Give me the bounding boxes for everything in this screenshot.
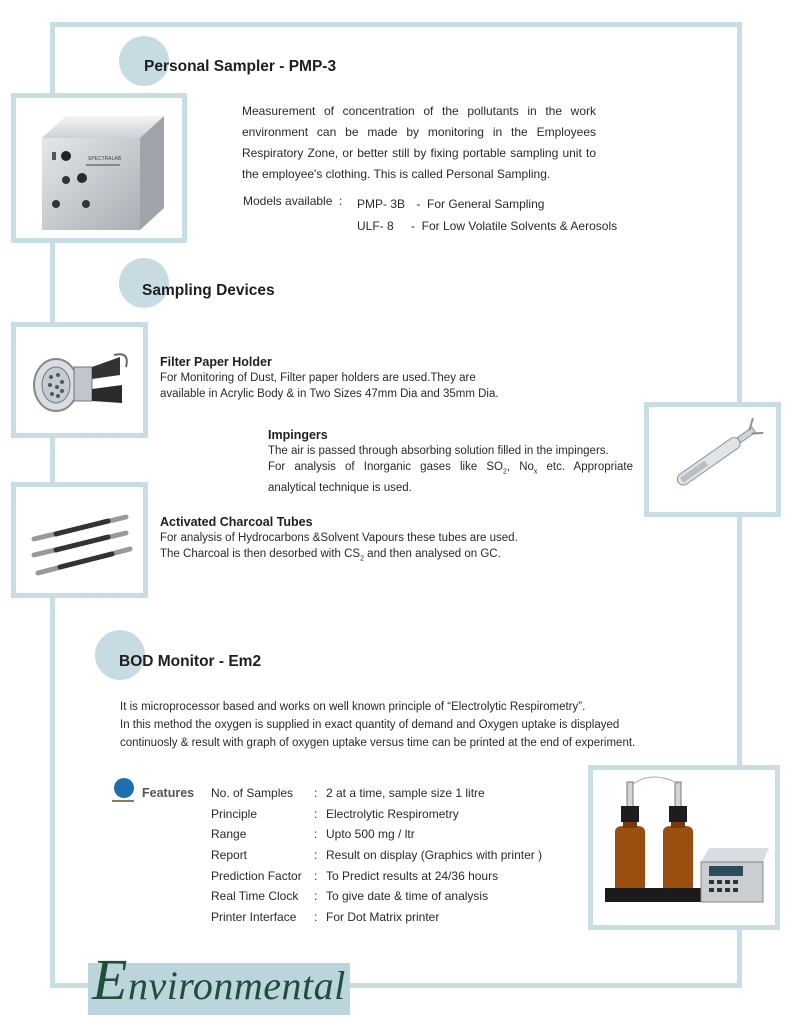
bod-line: In this method the oxygen is supplied in exact quantity of demand and Oxygen uptake is displayed <box>120 719 620 731</box>
charcoal-tubes-line: For analysis of Hydrocarbons &Solvent Vapours these tubes are used. <box>160 532 518 544</box>
personal-sampler-description <box>242 101 596 185</box>
bod-monitor-title: BOD Monitor - Em2 <box>119 653 262 670</box>
device-brand-label: SPECTRALAB <box>88 156 122 162</box>
bod-line: continuosly & result with graph of oxygen uptake versus time can be printed at the end of experiment. <box>120 737 636 749</box>
personal-sampler-photo <box>11 93 187 243</box>
model-desc: For Low Volatile Solvents & Aerosols <box>421 219 618 233</box>
models-label: Models available <box>243 194 333 208</box>
bod-description <box>120 698 665 752</box>
filter-holder-block <box>160 354 530 402</box>
personal-sampler-text: Measurement of concentration of the pollutants in the work environment can be made by monitoring in the Employees Respiratory Zone, or better still by fixing portable sampling unit to the employee's clothing. This is called Personal Sampling. <box>242 104 596 181</box>
filter-holder-photo <box>11 322 148 438</box>
model-code: PMP- 3B <box>357 197 406 211</box>
filter-holder-line: For Monitoring of Dust, Filter paper holders are used.They are <box>160 372 476 384</box>
sampling-devices-title: Sampling Devices <box>142 282 275 299</box>
charcoal-tubes-line: The Charcoal is then desorbed with $CS_2$ and then analysed on GC. <box>160 548 501 563</box>
filter-holder-title: Filter Paper Holder <box>160 355 272 369</box>
personal-sampler-title: Personal Sampler - PMP-3 <box>144 58 337 75</box>
features-bullet-icon <box>114 778 134 798</box>
impinger-photo <box>644 402 781 517</box>
filter-holder-line: available in Acrylic Body & in Two Sizes 47mm Dia and 35mm Dia. <box>160 388 499 400</box>
impingers-block <box>268 427 633 496</box>
impingers-line: The air is passed through absorbing solution filled in the impingers. <box>268 445 609 457</box>
model-desc: For General Sampling <box>427 197 545 211</box>
impingers-line: analytical technique is used. <box>268 482 412 495</box>
model-code: ULF- 8 <box>357 219 394 233</box>
features-label: Features <box>142 786 195 800</box>
features-underline <box>112 800 134 802</box>
footer-title: Environmental <box>92 947 346 1012</box>
charcoal-tubes-block <box>160 514 540 567</box>
impingers-line: For analysis of Inorganic gases like $SO_2$, $No_x$ etc. Appropriate <box>268 461 633 476</box>
bod-monitor-photo <box>588 765 780 930</box>
bod-line: It is microprocessor based and works on well known principle of “Electrolytic Respirometry”. <box>120 701 586 713</box>
charcoal-tubes-title: Activated Charcoal Tubes <box>160 515 313 529</box>
charcoal-tubes-photo <box>11 482 148 598</box>
impingers-title: Impingers <box>268 428 328 442</box>
